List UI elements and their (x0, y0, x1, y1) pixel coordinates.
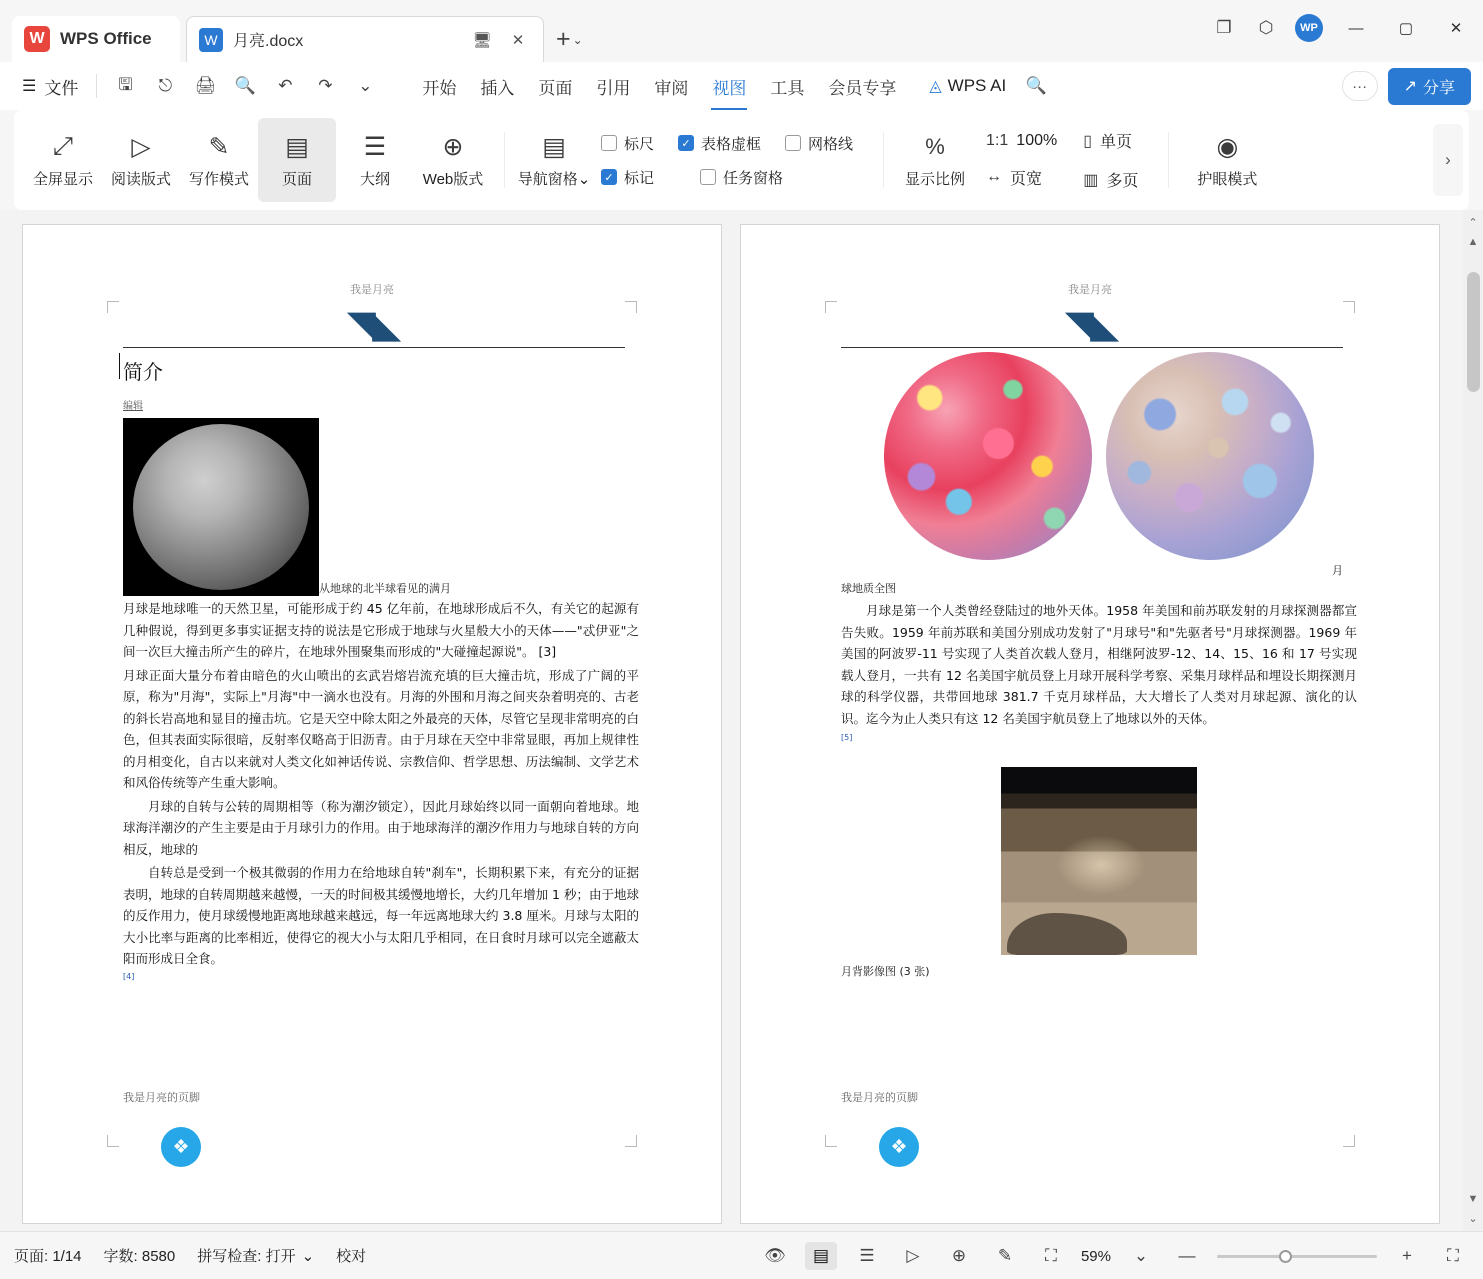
tab-member[interactable]: 会员专享 (828, 78, 897, 98)
tab-page[interactable]: 页面 (538, 78, 573, 98)
paragraph: 月球的自转与公转的周期相等（称为潮汐锁定），因此月球始终以同一面朝向着地球。地球海洋潮汐的产生主要是由于月球引力的作用。由于地球海洋的潮汐作用力与地球自转的方向相反，地球的 (123, 798, 639, 857)
zoom-out-button[interactable]: — (1178, 1246, 1196, 1265)
document-page-1[interactable] (22, 224, 722, 1224)
reading-layout-label: 阅读版式 (110, 170, 171, 188)
page-1-heading: 简介 (123, 356, 639, 385)
single-page-label: 单页 (1100, 134, 1133, 151)
page-1-body[interactable] (23, 356, 721, 983)
checkbox-task-pane-box[interactable] (700, 169, 716, 185)
margin-mark (1343, 1135, 1355, 1147)
new-tab-chevron-down-icon[interactable]: ⌄ (572, 32, 583, 47)
save-icon[interactable]: 🖫 (118, 74, 133, 94)
moon-geology-near-side-image (884, 352, 1092, 560)
checkbox-ruler-box[interactable] (601, 135, 617, 151)
margin-mark (825, 1135, 837, 1147)
spellcheck-status[interactable] (197, 1245, 314, 1266)
vertical-scrollbar[interactable] (1463, 210, 1483, 1231)
moon-geology-far-side-image (1106, 352, 1314, 560)
eye-icon: ◉ (1216, 132, 1239, 161)
checkbox-markup[interactable] (601, 167, 654, 188)
ribbon-tab-list (411, 69, 907, 104)
writing-mode-label: 写作模式 (188, 170, 249, 188)
maximize-button[interactable]: ▢ (1398, 20, 1414, 37)
moon-geology-figures (841, 352, 1357, 560)
tab-close-icon[interactable]: ✕ (511, 31, 525, 49)
footer-watermark-icon[interactable]: ❖ (879, 1127, 919, 1167)
scroll-bottom-icon[interactable]: ⌄ (1468, 1213, 1478, 1225)
zoom-preset-column-2 (1077, 126, 1144, 194)
title-bar-right-controls (1205, 0, 1483, 56)
outline-icon: ☰ (363, 132, 387, 161)
ribbon-view-modes (24, 110, 492, 210)
minimize-button[interactable]: — (1348, 19, 1364, 37)
pencil-icon: ✎ (208, 132, 230, 161)
geology-caption-left: 球地质全图 (841, 582, 896, 596)
page-width-icon: ↔ (986, 168, 1003, 185)
page-2-header: 我是月亮 (1068, 284, 1112, 296)
multi-page-label: 多页 (1106, 173, 1139, 190)
tab-review[interactable]: 审阅 (654, 78, 689, 98)
read-view-icon[interactable]: ▷ (906, 1246, 920, 1265)
wps-ai-button[interactable] (921, 72, 1014, 100)
header-ornament-icon: ◥◣ (346, 302, 398, 346)
cube-icon[interactable]: ⬡ (1258, 18, 1274, 37)
write-view-icon[interactable]: ✎ (997, 1246, 1013, 1265)
wps-logo-icon: W (24, 26, 50, 52)
more-options-button[interactable]: ··· (1342, 71, 1378, 101)
app-name: WPS Office (60, 29, 152, 48)
multi-page-icon: ▥ (1083, 171, 1099, 189)
page-layout-button[interactable] (258, 118, 336, 202)
checkbox-gridlines-box[interactable] (785, 135, 801, 151)
ribbon-zoom-group (896, 110, 1144, 210)
header-rule (123, 347, 625, 348)
divider (504, 132, 505, 188)
display-ratio-label: 显示比例 (905, 170, 966, 188)
full-moon-image (123, 418, 319, 596)
margin-mark (825, 301, 837, 313)
checkbox-row-1 (601, 133, 853, 154)
checkbox-task-pane-label: 任务窗格 (723, 169, 784, 187)
figure-caption: 从地球的北半球看见的满月 (319, 582, 451, 596)
web-layout-button[interactable] (414, 118, 492, 202)
avatar[interactable]: WP (1295, 14, 1323, 42)
fit-page-icon[interactable]: ⛶ (1447, 1246, 1459, 1265)
checkbox-table-gridlines[interactable] (678, 133, 761, 154)
tab-insert[interactable]: 插入 (480, 78, 515, 98)
margin-mark (1343, 301, 1355, 313)
outline-view-icon[interactable]: ☰ (859, 1246, 875, 1265)
undo-icon[interactable]: ↶ (278, 76, 293, 95)
navigation-pane-label: 导航窗格 (517, 170, 578, 188)
navigation-pane-button[interactable] (517, 118, 591, 202)
reading-layout-icon: ▷ (131, 132, 151, 161)
figure-block (123, 418, 639, 596)
close-button[interactable]: ✕ (1449, 20, 1463, 37)
fullscreen-display-button[interactable] (24, 118, 102, 202)
tab-tools[interactable]: 工具 (770, 78, 805, 98)
ribbon-view-tab (14, 110, 1469, 210)
document-tab-label: 月亮.docx (233, 33, 304, 50)
header-rule (841, 347, 1343, 348)
scroll-down-icon[interactable]: ▼ (1467, 1193, 1479, 1205)
ribbon-expand-button[interactable]: › (1433, 124, 1463, 196)
display-ratio-button[interactable] (896, 118, 974, 202)
page-layout-icon: ▤ (285, 132, 309, 161)
zoom-slider-handle[interactable] (1279, 1250, 1292, 1263)
menu-bar-right (1342, 62, 1471, 110)
paragraph: 月球是第一个人类曾经登陆过的地外天体。1958 年美国和前苏联发射的月球探测器都宣告失败。1959 年前苏联和美国分别成功发射了"月球号"和"先驱者号"月球探测器。1969 年美国的阿波罗-11 号实现了人类首次载人登月，相继阿波罗-12、14、15、16 和 17 号实现载人登月，一共有 12 名美国宇航员登上月球开展科学考察、采集月球样品和埋设长期探测月球的科学仪器，共带回地球 381.7 千克月球样品，大大增长了人类对月球起源、演化的认识。迄今为止人类只有这 12 名美国宇航员登上了地球以外的天体。 (841, 603, 1357, 726)
zoom-chevron-down-icon[interactable]: ⌄ (1133, 1246, 1149, 1265)
app-badge[interactable] (12, 16, 180, 62)
eye-protection-button[interactable] (1181, 118, 1273, 202)
ai-sparkle-icon: ◬ (929, 78, 942, 95)
tab-view[interactable]: 视图 (701, 69, 757, 104)
margin-mark (625, 301, 637, 313)
menu-bar (0, 62, 1483, 110)
surface-rock (1007, 913, 1127, 955)
checkbox-markup-box[interactable]: ✓ (601, 169, 617, 185)
zoom-100-button[interactable] (980, 129, 1063, 153)
footnote-reference: [4] (123, 971, 135, 981)
outline-label: 大纲 (359, 170, 390, 188)
sidebar-toggle-icon[interactable]: ❐ (1216, 18, 1232, 37)
scroll-top-icon[interactable]: ⌃ (1468, 217, 1478, 229)
quick-access-chevron-down-icon[interactable]: ⌄ (358, 76, 373, 95)
paragraph: 月球是地球唯一的天然卫星，可能形成于约 45 亿年前，在地球形成后不久，有关它的起源有几种假说，得到更多事实证据支持的说法是它形成于地球与火星般大小的天体——"忒伊亚"之间一次巨大撞击所产生的碎片，在地球外围聚集而形成的"大碰撞起源说"。 [3] (123, 601, 639, 660)
divider (96, 74, 97, 98)
paragraph: 自转总是受到一个极其微弱的作用力在给地球自转"刹车"，长期积累下来，有充分的证据表明，地球的自转周期越来越慢，一天的时间极其缓慢地增长，大约几年增加 1 秒；由于地球的反作用力，使月球缓慢地距离地球越来越远，每一年远离地球大约 3.8 厘米。月球与太阳的大小比率与距离的比率相近，使得它的视大小与太阳几乎相同，在日食时月球可以完全遮蔽太阳而形成日全食。 (123, 865, 639, 967)
document-page-2[interactable] (740, 224, 1440, 1224)
page-width-label: 页宽 (1010, 170, 1043, 188)
paragraph: 月球正面大量分布着由暗色的火山喷出的玄武岩熔岩流充填的巨大撞击坑，形成了广阔的平原，称为"月海"，实际上"月海"中一滴水也没有。月海的外围和月海之间夹杂着明亮的、古老的斜长岩高地和显目的撞击坑。它是天空中除太阳之外最亮的天体，尽管它呈现非常明亮的白色，但其表面实际很暗，反射率仅略高于旧沥青。由于月球在天空中非常显眼，再加上规律性的月相变化，自古以来就对人类文化如神话传说、宗教信仰、哲学思想、历法编制、文学艺术和风俗传统等产生重大影响。 (123, 667, 639, 791)
multi-page-button[interactable] (1077, 165, 1144, 194)
divider (1168, 132, 1169, 188)
chevron-down-icon[interactable]: ⌄ (577, 170, 591, 188)
web-layout-label: Web版式 (422, 170, 484, 188)
file-menu-label: 文件 (44, 78, 79, 98)
zoom-slider[interactable] (1217, 1255, 1377, 1258)
document-tab[interactable] (186, 16, 544, 62)
margin-mark (625, 1135, 637, 1147)
new-tab-plus-icon[interactable]: + (556, 25, 571, 53)
edit-link[interactable]: 编辑 (123, 401, 143, 413)
checkbox-gridlines-label: 网格线 (808, 135, 854, 153)
outline-button[interactable] (336, 118, 414, 202)
share-button[interactable] (1388, 68, 1471, 105)
checkbox-ruler-label: 标尺 (624, 135, 655, 153)
scrollbar-thumb[interactable] (1467, 272, 1480, 392)
checkbox-gridlines[interactable] (785, 133, 853, 154)
navigation-pane-icon: ▤ (542, 132, 566, 161)
title-bar (0, 0, 1483, 62)
zoom-100-label: 100% (1016, 131, 1058, 149)
spellcheck-label: 拼写检查: 打开 (197, 1248, 296, 1265)
share-label: 分享 (1422, 79, 1455, 97)
page-container (0, 224, 1483, 1224)
page-layout-label: 页面 (281, 170, 312, 188)
display-ratio-icon: % (925, 133, 945, 159)
divider (883, 132, 884, 188)
tab-references[interactable]: 引用 (596, 78, 631, 98)
page-1-footer-text: 我是月亮的页脚 (123, 1092, 200, 1104)
checkbox-task-pane[interactable] (700, 167, 783, 188)
eye-protection-label: 护眼模式 (1197, 170, 1258, 188)
eye-icon[interactable]: 👁 (764, 1246, 786, 1265)
reading-layout-button[interactable] (102, 118, 180, 202)
footnote-reference: [5] (841, 733, 853, 743)
document-canvas[interactable] (0, 210, 1483, 1231)
hamburger-icon: ☰ (22, 78, 37, 95)
writing-mode-button[interactable] (180, 118, 258, 202)
margin-mark (107, 301, 119, 313)
word-doc-icon: W (199, 28, 223, 52)
one-to-one-icon: 1:1 (986, 131, 1009, 149)
web-layout-icon: ⊕ (442, 132, 464, 161)
footer-watermark-icon[interactable]: ❖ (161, 1127, 201, 1167)
fullscreen-icon: ⤢ (52, 132, 73, 160)
wps-ai-label: WPS AI (947, 76, 1007, 95)
search-icon[interactable]: 🔍 (1025, 76, 1047, 95)
margin-mark (107, 1135, 119, 1147)
fullscreen-display-label: 全屏显示 (32, 170, 93, 188)
zoom-in-button[interactable]: + (1402, 1246, 1412, 1265)
zoom-percent-label[interactable]: 59% (1080, 1247, 1111, 1265)
checkbox-table-gridlines-box[interactable]: ✓ (678, 135, 694, 151)
single-page-button[interactable] (1077, 126, 1144, 155)
surface-glow (1056, 835, 1146, 895)
moon-surface-image (1001, 767, 1197, 955)
page-width-button[interactable] (980, 163, 1063, 192)
page-1-header: 我是月亮 (350, 284, 394, 296)
surface-image-caption: 月背影像图 (3 张) (841, 964, 930, 978)
page-indicator[interactable]: 页面: 1/14 (14, 1248, 82, 1265)
tab-window-icon[interactable]: 🖥 (472, 31, 492, 49)
share-icon: ↗ (1403, 78, 1417, 95)
zoom-preset-column-1 (980, 129, 1063, 192)
tab-start[interactable]: 开始 (422, 78, 457, 98)
print-icon[interactable]: 🖨 (194, 76, 217, 95)
fullscreen-icon[interactable]: ⛶ (1045, 1246, 1057, 1265)
status-bar-right (759, 1232, 1469, 1279)
page-2-footer-text: 我是月亮的页脚 (841, 1092, 918, 1104)
web-view-icon[interactable]: ⊕ (951, 1246, 967, 1265)
checkbox-ruler[interactable] (601, 133, 654, 154)
geology-caption-right: 月 (1332, 564, 1343, 578)
checkbox-markup-label: 标记 (624, 169, 655, 187)
redo-icon[interactable]: ↷ (318, 76, 333, 95)
ribbon-nav-and-checks (517, 110, 853, 210)
proofread-button[interactable]: 校对 (336, 1248, 367, 1265)
page-view-icon[interactable]: ▤ (805, 1242, 837, 1270)
status-bar (0, 1231, 1483, 1279)
print-preview-icon[interactable]: 🔍 (234, 76, 256, 95)
checkbox-table-gridlines-label: 表格虚框 (701, 135, 762, 153)
header-ornament-icon: ◥◣ (1064, 302, 1116, 346)
chevron-down-icon[interactable]: ⌄ (301, 1247, 315, 1265)
new-tab-group[interactable] (556, 27, 583, 52)
scroll-up-icon[interactable]: ▲ (1467, 236, 1479, 248)
checkbox-row-2 (601, 167, 853, 188)
single-page-icon: ▯ (1083, 132, 1093, 150)
view-checkbox-group (601, 133, 853, 188)
page-2-body[interactable] (741, 352, 1439, 979)
file-menu-button[interactable] (14, 70, 86, 103)
word-count[interactable]: 字数: 8580 (103, 1248, 176, 1265)
cloud-sync-icon[interactable]: ⎋ (158, 76, 173, 95)
